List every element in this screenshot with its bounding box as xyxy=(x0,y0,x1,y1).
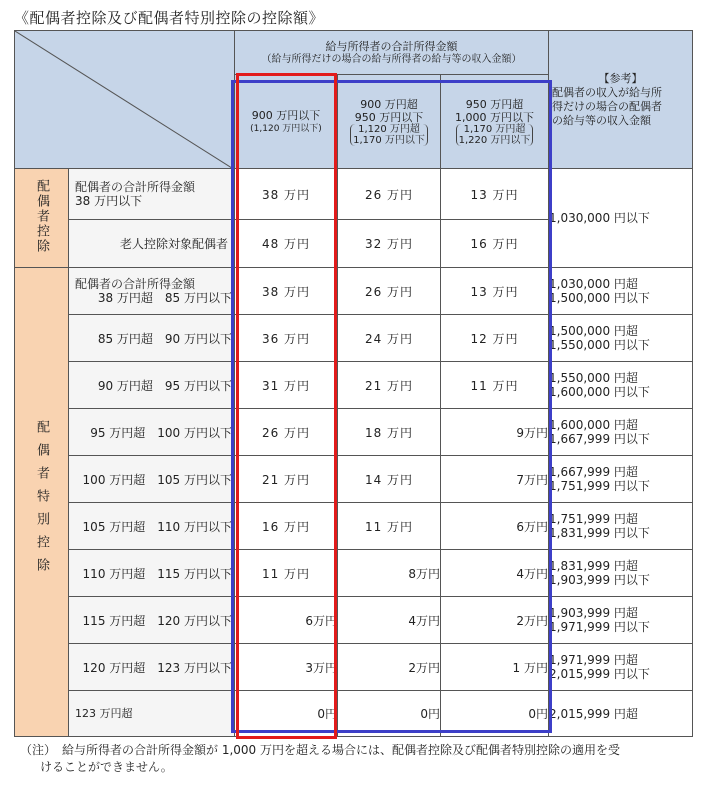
value-cell: 18 万円 xyxy=(338,409,441,456)
category-cell: 105 万円超 110 万円以下 xyxy=(69,503,235,550)
value-cell: 38 万円 xyxy=(235,169,338,220)
value-cell: 8万円 xyxy=(338,550,441,597)
ref-line-2: 1,667,999 円以下 xyxy=(549,432,650,446)
value-cell: 26 万円 xyxy=(235,409,338,456)
header-col-3-main-2: 1,000 万円以下 xyxy=(455,110,534,124)
ref-line-1: 1,030,000 円超 xyxy=(549,277,638,291)
ref-cell xyxy=(549,550,693,597)
page-title: 《配偶者控除及び配偶者特別控除の控除額》 xyxy=(14,9,325,27)
value-cell: 7万円 xyxy=(441,456,549,503)
value-cell: 26 万円 xyxy=(338,268,441,315)
header-col-1-paren: (1,120 万円以下) xyxy=(250,123,322,134)
header-ref xyxy=(549,31,693,169)
header-col-3-paren-2: 1,220 万円以下 xyxy=(458,134,531,146)
ref-cell xyxy=(549,362,693,409)
category-cell: 110 万円超 115 万円以下 xyxy=(69,550,235,597)
header-ref-desc-3: の給与等の収入金額 xyxy=(552,113,651,127)
footnote-line-1: （注） 給与所得者の合計所得金額が 1,000 万円を超える場合には、配偶者控除及び配偶者特別控除の適用を受 xyxy=(20,743,620,757)
ref-line-2: 2,015,999 円以下 xyxy=(549,667,650,681)
value-cell: 1 万円 xyxy=(441,644,549,691)
ref-line-1: 1,600,000 円超 xyxy=(549,418,638,432)
ref-line-2: 1,500,000 円以下 xyxy=(549,291,650,305)
category-cell: 123 万円超 xyxy=(69,691,235,737)
section-1-ref: 1,030,000 円以下 xyxy=(549,169,693,268)
category-cell: 100 万円超 105 万円以下 xyxy=(69,456,235,503)
value-cell: 11 万円 xyxy=(441,362,549,409)
value-cell: 14 万円 xyxy=(338,456,441,503)
header-col-2-main-2: 950 万円以下 xyxy=(354,110,424,124)
ref-line-1: 1,831,999 円超 xyxy=(549,559,638,573)
ref-line-1: 1,971,999 円超 xyxy=(549,653,638,667)
header-col-3-paren-1: 1,170 万円超 xyxy=(463,123,526,135)
header-diagonal-line xyxy=(15,31,235,170)
value-cell: 13 万円 xyxy=(441,169,549,220)
section-2-label-cell xyxy=(15,268,69,737)
category-cell: 95 万円超 100 万円以下 xyxy=(69,409,235,456)
ref-cell xyxy=(549,597,693,644)
ref-line-2: 1,831,999 円以下 xyxy=(549,526,650,540)
ref-cell xyxy=(549,315,693,362)
value-cell: 24 万円 xyxy=(338,315,441,362)
value-cell: 13 万円 xyxy=(441,268,549,315)
value-cell: 31 万円 xyxy=(235,362,338,409)
ref-line-1: 1,751,999 円超 xyxy=(549,512,638,526)
category-cell: 115 万円超 120 万円以下 xyxy=(69,597,235,644)
ref-line-1: 1,903,999 円超 xyxy=(549,606,638,620)
section-1-label: 配偶者控除 xyxy=(34,179,49,254)
header-ref-desc-1: 配偶者の収入が給与所 xyxy=(552,85,662,99)
header-col-2-main-1: 900 万円超 xyxy=(360,97,418,111)
header-col-1-main: 900 万円以下 xyxy=(251,108,321,122)
value-cell: 3万円 xyxy=(235,644,338,691)
ref-line-1: 2,015,999 円超 xyxy=(549,706,638,721)
value-cell: 16 万円 xyxy=(441,220,549,268)
header-group-subtitle: （給与所得だけの場合の給与所得者の給与等の収入金額） xyxy=(261,53,522,65)
value-cell: 2万円 xyxy=(338,644,441,691)
category-cell: 120 万円超 123 万円以下 xyxy=(69,644,235,691)
header-ref-desc-2: 得だけの場合の配偶者 xyxy=(552,99,662,113)
ref-line-1: 1,667,999 円超 xyxy=(549,465,638,479)
category-cell: 85 万円超 90 万円以下 xyxy=(69,315,235,362)
ref-cell xyxy=(549,503,693,550)
value-cell: 0円 xyxy=(338,691,441,737)
value-cell: 26 万円 xyxy=(338,169,441,220)
section-2-first-cat-2: 38 万円超 85 万円以下 xyxy=(97,291,232,305)
value-cell: 11 万円 xyxy=(235,550,338,597)
header-ref-title: 【参考】 xyxy=(598,71,643,85)
section-1-row-1-category xyxy=(69,169,235,220)
value-cell: 9万円 xyxy=(441,409,549,456)
value-cell: 0円 xyxy=(441,691,549,737)
highlight-frame-red xyxy=(236,73,337,739)
ref-line-2: 1,751,999 円以下 xyxy=(549,479,650,493)
value-cell: 12 万円 xyxy=(441,315,549,362)
value-cell: 21 万円 xyxy=(338,362,441,409)
section-2-first-cat-1: 配偶者の合計所得金額 xyxy=(75,277,196,291)
ref-cell xyxy=(549,409,693,456)
value-cell: 6万円 xyxy=(235,597,338,644)
value-cell: 48 万円 xyxy=(235,220,338,268)
category-cell: 90 万円超 95 万円以下 xyxy=(69,362,235,409)
value-cell: 6万円 xyxy=(441,503,549,550)
ref-line-2: 1,550,000 円以下 xyxy=(549,338,650,352)
value-cell: 36 万円 xyxy=(235,315,338,362)
value-cell: 21 万円 xyxy=(235,456,338,503)
header-group xyxy=(235,31,549,75)
value-cell: 38 万円 xyxy=(235,268,338,315)
section-1-row-1-cat-1: 配偶者の合計所得金額 xyxy=(75,180,196,194)
ref-line-2: 1,971,999 円以下 xyxy=(549,620,650,634)
ref-cell xyxy=(549,691,693,737)
value-cell: 11 万円 xyxy=(338,503,441,550)
value-cell: 4万円 xyxy=(441,550,549,597)
value-cell: 4万円 xyxy=(338,597,441,644)
ref-cell xyxy=(549,644,693,691)
section-1-row-1-cat-2: 38 万円以下 xyxy=(75,194,143,208)
footnote xyxy=(20,742,700,776)
ref-line-2: 1,903,999 円以下 xyxy=(549,573,650,587)
section-2-row-1-category xyxy=(69,268,235,315)
ref-cell xyxy=(549,268,693,315)
section-1-label-cell xyxy=(15,169,69,268)
section-1-row-2-category: 老人控除対象配偶者 xyxy=(69,220,235,268)
value-cell: 32 万円 xyxy=(338,220,441,268)
ref-line-2: 1,600,000 円以下 xyxy=(549,385,650,399)
section-2-label: 配偶者特別控除 xyxy=(34,420,49,581)
ref-cell xyxy=(549,456,693,503)
header-col-3-main-1: 950 万円超 xyxy=(465,97,524,111)
ref-line-1: 1,500,000 円超 xyxy=(549,324,638,338)
ref-line-1: 1,550,000 円超 xyxy=(549,371,638,385)
value-cell: 0円 xyxy=(235,691,338,737)
value-cell: 16 万円 xyxy=(235,503,338,550)
header-group-title: 給与所得者の合計所得金額 xyxy=(325,39,458,53)
footnote-line-2: けることができません。 xyxy=(40,760,173,774)
header-col-2-paren-1: 1,120 万円超 xyxy=(358,123,420,135)
header-col-2-paren-2: 1,170 万円以下 xyxy=(353,134,425,146)
value-cell: 2万円 xyxy=(441,597,549,644)
